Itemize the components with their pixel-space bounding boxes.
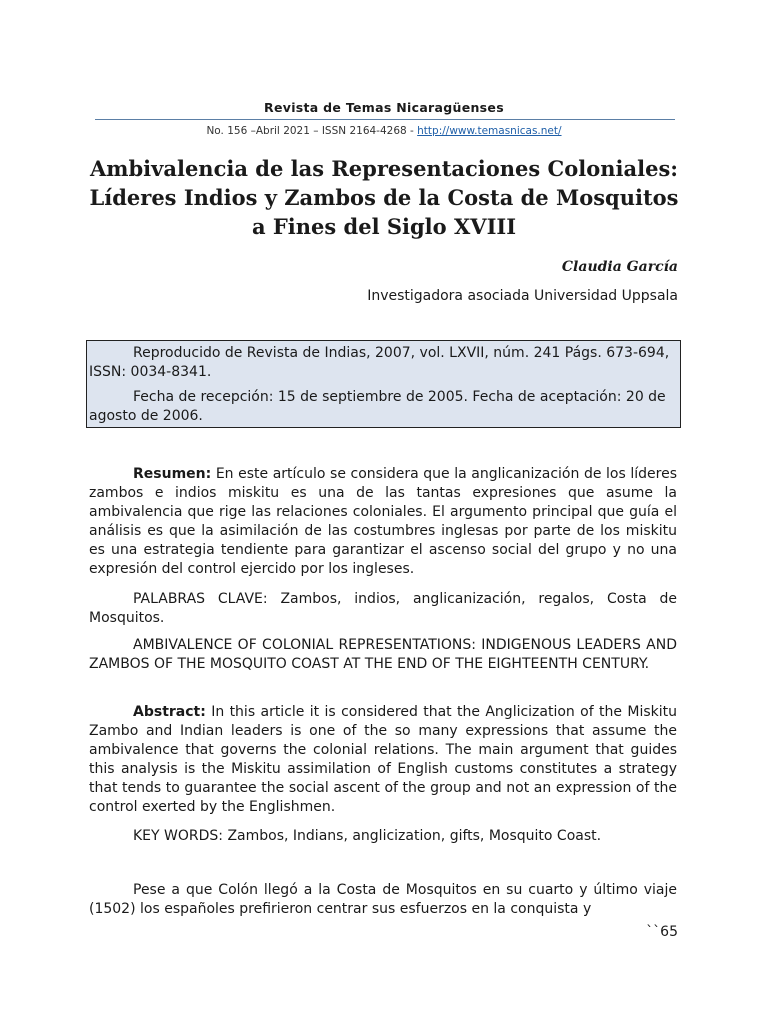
palabras-label: PALABRAS CLAVE [133, 591, 263, 607]
source-info-box [86, 340, 681, 428]
article-title [80, 154, 688, 241]
intro-text: Pese a que Colón llegó a la Costa de Mosquitos en su cuarto y último viaje (1502) los españoles prefirieron centrar sus esfuerzos en la conquista y [89, 882, 677, 917]
english-title-paragraph [89, 636, 677, 674]
keywords-paragraph [89, 827, 677, 846]
resumen-text: En este artículo se considera que la anglicanización de los líderes zambos e indios miskitu es una de las tantas expresiones que asume la ambivalencia que rige las relaciones coloniales. El argumento principal que guía el análisis es que la asimilación de las costumbres inglesas por parte de los miskitu es una estrategia tendiente para garantizar el ascenso social del grupo y no una expresión del control ejercido por los ingleses. [89, 466, 677, 577]
palabras-text: : Zambos, indios, anglicanización, regalos, Costa de Mosquitos. [89, 591, 677, 626]
header-rule [95, 119, 675, 120]
issue-line [0, 125, 768, 137]
reproduction-note: Reproducido de Revista de Indias, 2007, vol. LXVII, núm. 241 Págs. 673-694, ISSN: 0034-8341. [89, 345, 670, 380]
palabras-clave-paragraph [89, 590, 677, 628]
intro-paragraph [89, 881, 677, 919]
issue-text: No. 156 –Abril 2021 – ISSN 2164-4268 - [206, 125, 418, 137]
author-affiliation: Investigadora asociada Universidad Uppsala [367, 288, 678, 304]
keywords-label: KEY WORDS [133, 828, 219, 844]
journal-name: Revista de Temas Nicaragüenses [264, 100, 504, 115]
author-name: Claudia García [561, 259, 678, 275]
resumen-label: Resumen: [133, 466, 212, 482]
english-title: AMBIVALENCE OF COLONIAL REPRESENTATIONS: INDIGENOUS LEADERS AND ZAMBOS OF THE MOSQUITO COAST AT THE END OF THE EIGHTEENTH CENTURY. [89, 637, 677, 672]
journal-link[interactable]: http://www.temasnicas.net/ [417, 125, 562, 137]
title-line: Ambivalencia de las Representaciones Coloniales: [89, 156, 679, 181]
resumen-paragraph [89, 465, 677, 579]
title-line: a Fines del Siglo XVIII [251, 214, 517, 239]
abstract-label: Abstract: [133, 704, 206, 720]
title-line: Líderes Indios y Zambos de la Costa de Mosquitos [89, 185, 679, 210]
keywords-text: : Zambos, Indians, anglicization, gifts, Mosquito Coast. [218, 828, 602, 844]
page-number: ``65 [646, 924, 678, 940]
abstract-paragraph [89, 703, 677, 817]
abstract-text: In this article it is considered that the Anglicization of the Miskitu Zambo and Indian leaders is one of the so many expressions that assume the ambivalence that governs the colonial relations. The main argument that guides this analysis is the Miskitu assimilation of English customs constitutes a strategy that tends to guarantee the social ascent of the group and not an expression of the control exerted by the Englishmen. [89, 704, 677, 815]
submission-dates: Fecha de recepción: 15 de septiembre de 2005. Fecha de aceptación: 20 de agosto de 2006. [89, 389, 666, 424]
